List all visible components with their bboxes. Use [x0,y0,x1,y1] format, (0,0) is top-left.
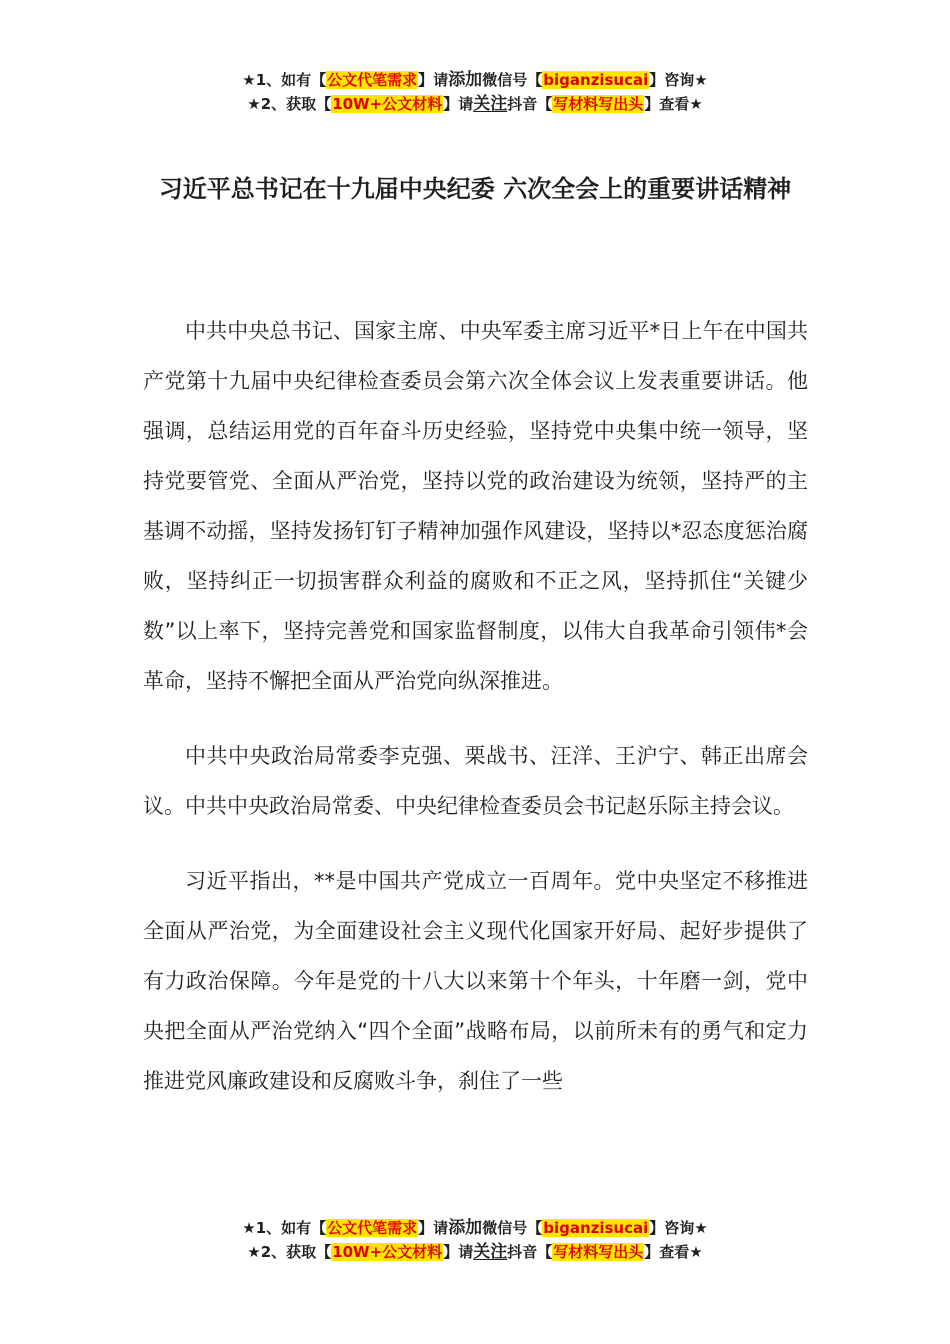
promo-text: 抖音【 [507,1243,553,1261]
promo-text: 】咨询★ [649,71,708,89]
promo-highlight: 公文代笔需求 [327,71,418,89]
paragraph: 习近平指出，**是中国共产党成立一百周年。党中央坚定不移推进全面从严治党，为全面建设社会主义现代化国家开好局、起好步提供了有力政治保障。今年是党的十八大以来第十个年头，十年磨一剑，党中央把全面从严治党纳入“四个全面”战略布局，以前所未有的勇气和定力推进党风廉政建设和反腐败斗争，刹住了一些 [143,869,808,1093]
promo-text: 】查看★ [644,1243,703,1261]
promo-text: ★2、获取【 [247,95,332,113]
promo-highlight: 10W+公文材料 [332,95,443,113]
promo-highlight: 写材料写出头 [553,1243,644,1261]
promo-highlight: biganzisucai [543,71,649,89]
promo-text: 】查看★ [644,95,703,113]
header-promo-banner [0,68,950,116]
promo-emphasis: 关注 [473,94,508,114]
promo-text: 】咨询★ [649,1219,708,1237]
document-body [143,306,808,1131]
promo-line-1 [0,1216,950,1240]
promo-highlight: 公文代笔需求 [327,1219,418,1237]
promo-highlight: 10W+公文材料 [332,1243,443,1261]
promo-highlight: 写材料写出头 [553,95,644,113]
promo-text: 抖音【 [507,95,553,113]
promo-text: 微信号【 [482,1219,543,1237]
promo-text: 】请 [443,95,474,113]
promo-emphasis: 添加 [448,1218,483,1238]
promo-text: ★1、如有【 [242,1219,327,1237]
promo-highlight: biganzisucai [543,1219,649,1237]
promo-text: 】请 [418,1219,449,1237]
promo-line-2 [0,92,950,116]
promo-emphasis: 添加 [448,70,483,90]
document-title: 习近平总书记在十九届中央纪委 六次全会上的重要讲话精神 [158,175,792,203]
promo-text: 微信号【 [482,71,543,89]
promo-text: ★1、如有【 [242,71,327,89]
promo-emphasis: 关注 [473,1242,508,1262]
promo-text: 】请 [418,71,449,89]
promo-line-2 [0,1240,950,1264]
paragraph: 中共中央政治局常委李克强、栗战书、汪洋、王沪宁、韩正出席会议。中共中央政治局常委、中央纪律检查委员会书记赵乐际主持会议。 [143,744,808,818]
paragraph: 中共中央总书记、国家主席、中央军委主席习近平*日上午在中国共产党第十九届中央纪律检查委员会第六次全体会议上发表重要讲话。他强调，总结运用党的百年奋斗历史经验，坚持党中央集中统一领导，坚持党要管党、全面从严治党，坚持以党的政治建设为统领，坚持严的主基调不动摇，坚持发扬钉钉子精神加强作风建设，坚持以*忍态度惩治腐败，坚持纠正一切损害群众利益的腐败和不正之风，坚持抓住“关键少数”以上率下，坚持完善党和国家监督制度，以伟大自我革命引领伟*会革命，坚持不懈把全面从严治党向纵深推进。 [143,319,808,693]
promo-text: 】请 [443,1243,474,1261]
footer-promo-banner [0,1216,950,1264]
promo-line-1 [0,68,950,92]
promo-text: ★2、获取【 [247,1243,332,1261]
